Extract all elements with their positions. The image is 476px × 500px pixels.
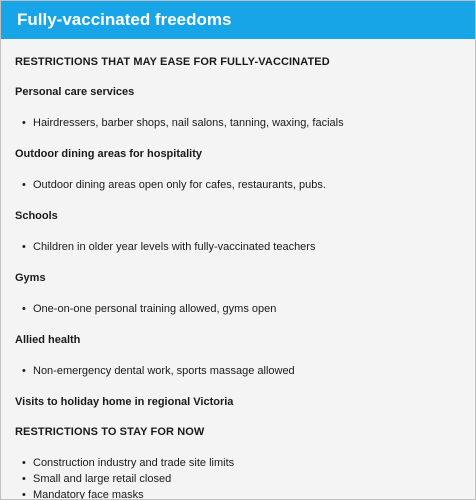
list-item-text: Outdoor dining areas open only for cafes, restaurants, pubs. (33, 179, 326, 191)
list-item (22, 115, 461, 131)
list-item (22, 301, 461, 317)
group-title-allied-health: Allied health (15, 334, 81, 346)
ease-restrictions-heading: RESTRICTIONS THAT MAY EASE FOR FULLY-VACCINATED (15, 56, 330, 68)
bullet-icon: • (22, 117, 26, 129)
group-list-personal-care (15, 115, 461, 131)
card-title: Fully-vaccinated freedoms (17, 10, 232, 29)
stay-restrictions-heading: RESTRICTIONS TO STAY FOR NOW (15, 426, 205, 438)
bullet-icon: • (22, 179, 26, 191)
group-title-gyms: Gyms (15, 272, 46, 284)
list-item (22, 455, 461, 471)
group-list-allied-health (15, 363, 461, 379)
list-item (22, 471, 461, 487)
bullet-icon: • (22, 303, 26, 315)
group-title-schools: Schools (15, 210, 58, 222)
list-item-text: Non-emergency dental work, sports massage allowed (33, 365, 295, 377)
list-item (22, 363, 461, 379)
bullet-icon: • (22, 365, 26, 377)
list-item (22, 239, 461, 255)
stay-restrictions-list (15, 455, 461, 500)
bullet-icon: • (22, 457, 26, 469)
group-title-holiday-home: Visits to holiday home in regional Victoria (15, 396, 234, 408)
list-item (22, 177, 461, 193)
list-item (22, 487, 461, 500)
list-item-text: One-on-one personal training allowed, gyms open (33, 303, 277, 315)
group-list-schools (15, 239, 461, 255)
card-content (1, 55, 475, 500)
list-item-text: Hairdressers, barber shops, nail salons, tanning, waxing, facials (33, 117, 344, 129)
bullet-icon: • (22, 241, 26, 253)
list-item-text: Small and large retail closed (33, 473, 172, 485)
card-header (1, 1, 475, 39)
list-item-text: Construction industry and trade site limits (33, 457, 235, 469)
list-item-text: Mandatory face masks (33, 489, 144, 500)
group-title-personal-care: Personal care services (15, 86, 135, 98)
bullet-icon: • (22, 473, 26, 485)
bullet-icon: • (22, 489, 26, 500)
list-item-text: Children in older year levels with fully-vaccinated teachers (33, 241, 316, 253)
group-list-outdoor-dining (15, 177, 461, 193)
group-list-gyms (15, 301, 461, 317)
group-title-outdoor-dining: Outdoor dining areas for hospitality (15, 148, 203, 160)
